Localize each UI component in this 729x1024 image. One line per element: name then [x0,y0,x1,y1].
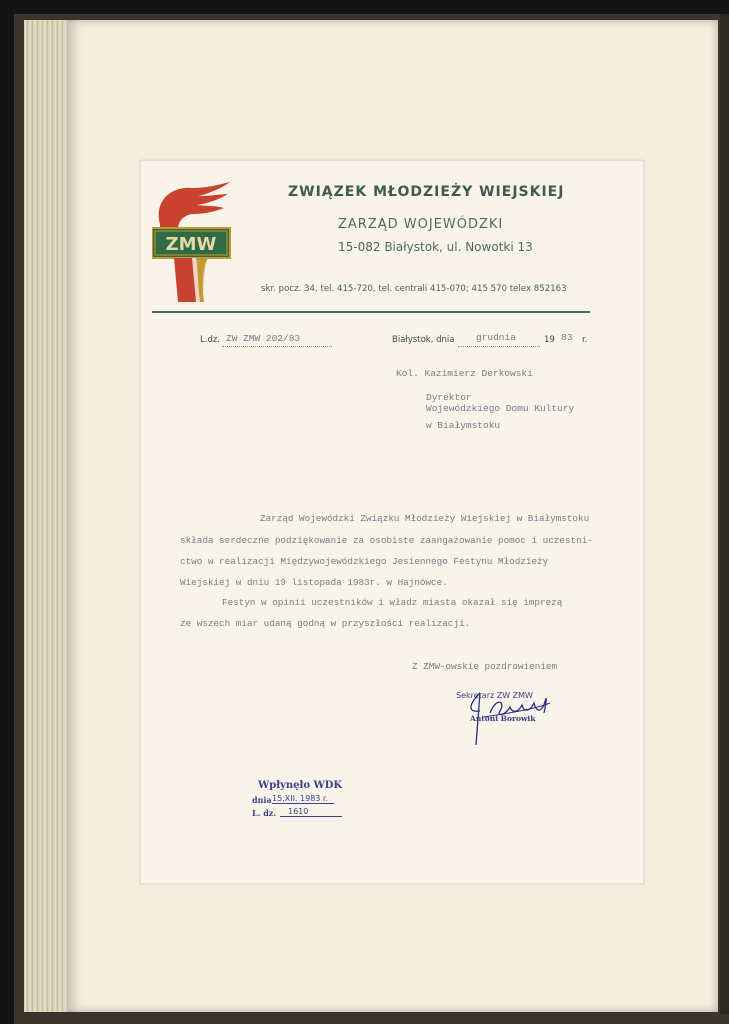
organization-contact: skr. pocz. 34, tel. 415-720, tel. centrali 415-070; 415 570 telex 852163 [261,284,567,294]
page-shadow [720,14,729,1014]
body-line: ctwo w realizacji Międzywojewódzkiego Jesiennego Festynu Młodzieży [180,556,549,567]
receipt-stamp [250,780,342,822]
body-line: ze wszech miar udaną godną w przyszłości realizacji. [180,618,471,629]
organization-address: 15-082 Białystok, ul. Nowotki 13 [338,240,533,254]
handwritten-signature [440,683,570,753]
signature-stamp-name: Antoni Borowik [470,714,536,723]
receipt-stamp-title: Wpłynęło WDK [258,780,343,791]
body-line: Wiejskiej w dniu 19 listopada 1983r. w Hajnówce. [180,577,448,588]
reference-value: ZW ZMW 202/83 [226,333,301,344]
organization-name: ZWIĄZEK MŁODZIEŻY WIEJSKIEJ [288,184,565,200]
recipient-city: w Białymstoku [426,420,501,431]
year-suffix: 83 [561,332,573,343]
letterhead-divider [152,311,590,313]
date-month: grudnia [476,332,516,343]
body-line: składa serdeczne podziękowanie za osobiste zaangażowanie pomoc i uczestni- [180,535,593,546]
year-prefix: 19 [544,335,555,345]
reference-label: L.dz. [200,335,220,345]
logo-text: ZMW [165,234,217,255]
reference-line [222,346,332,347]
board-name: ZARZĄD WOJEWÓDZKI [338,217,504,232]
recipient-title: Dyrektor [426,392,472,403]
signature-stamp-title: Sekretarz ZW ZMW [456,691,533,700]
year-r-label: r. [582,335,588,345]
receipt-date-label: dnia [252,795,272,805]
recipient-institution: Wojewódzkiego Domu Kultury [426,403,575,414]
zmw-logo [152,182,232,304]
receipt-ref-value: 1610 [280,807,342,817]
receipt-date-value: 15.XII. 1983 r. [272,794,334,804]
signature-block [440,683,570,753]
date-city-label: Białystok, dnia [392,335,455,345]
closing-greeting: Z ZMW-owskie pozdrowieniem [412,661,558,672]
date-line [458,346,540,347]
receipt-ref-label: L. dz. [252,808,277,818]
body-line: Zarząd Wojewódzki Związku Młodzieży Wiejskiej w Białymstoku [260,513,590,524]
recipient-name: Kol. Kazimierz Derkowski [396,368,533,379]
body-line: Festyn w opinii uczestników i władz miasta okazał się imprezą [222,597,563,608]
